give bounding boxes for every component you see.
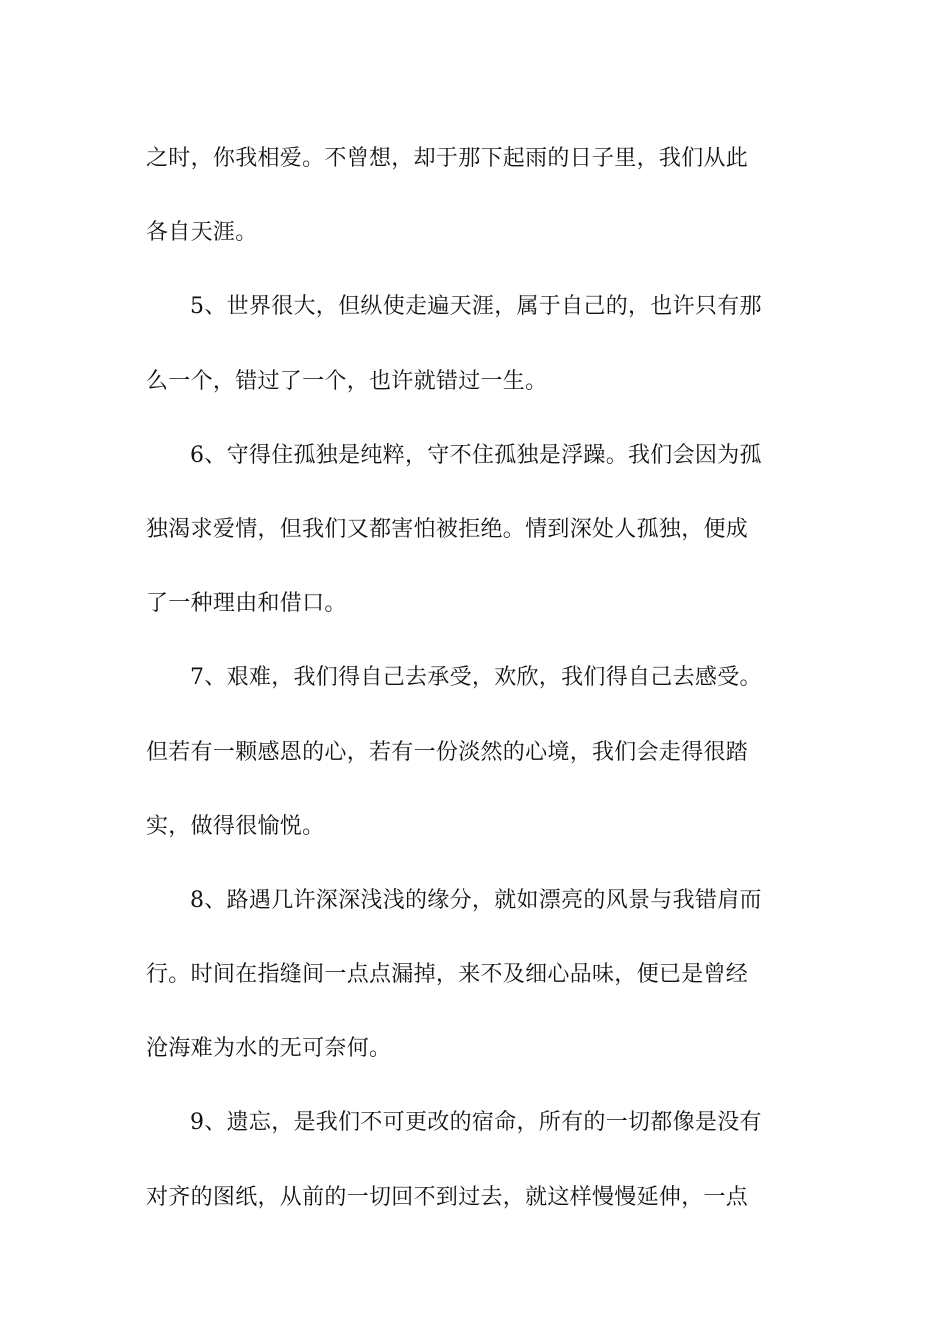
text-line: 了一种理由和借口。 [146,591,347,617]
paragraph-start-line: 5、世界很大，但纵使走遍天涯，属于自己的，也许只有那 [190,294,762,320]
paragraph-start-line: 6、守得住孤独是纯粹，守不住孤独是浮躁。我们会因为孤 [190,442,762,468]
paragraph-start-line: 8、路遇几许深深浅浅的缘分，就如漂亮的风景与我错肩而 [190,887,762,913]
text-line: 对齐的图纸，从前的一切回不到过去，就这样慢慢延伸，一点 [146,1184,749,1210]
text-line: 各自天涯。 [146,220,258,246]
text-line: 实，做得很愉悦。 [146,813,325,839]
paragraph-start-line: 7、艰难，我们得自己去承受，欢欣，我们得自己去感受。 [190,665,762,691]
text-line: 沧海难为水的无可奈何。 [146,1036,392,1062]
text-line: 之时，你我相爱。不曾想，却于那下起雨的日子里，我们从此 [146,146,749,171]
text-line: 但若有一颗感恩的心，若有一份淡然的心境，我们会走得很踏 [146,739,749,765]
text-line: 独渴求爱情，但我们又都害怕被拒绝。情到深处人孤独，便成 [146,516,749,542]
document-body [146,122,806,1235]
paragraph-start-line: 9、遗忘，是我们不可更改的宿命，所有的一切都像是没有 [190,1110,762,1136]
text-line: 么一个，错过了一个，也许就错过一生。 [146,368,548,394]
text-line: 行。时间在指缝间一点点漏掉，来不及细心品味，便已是曾经 [146,962,749,988]
